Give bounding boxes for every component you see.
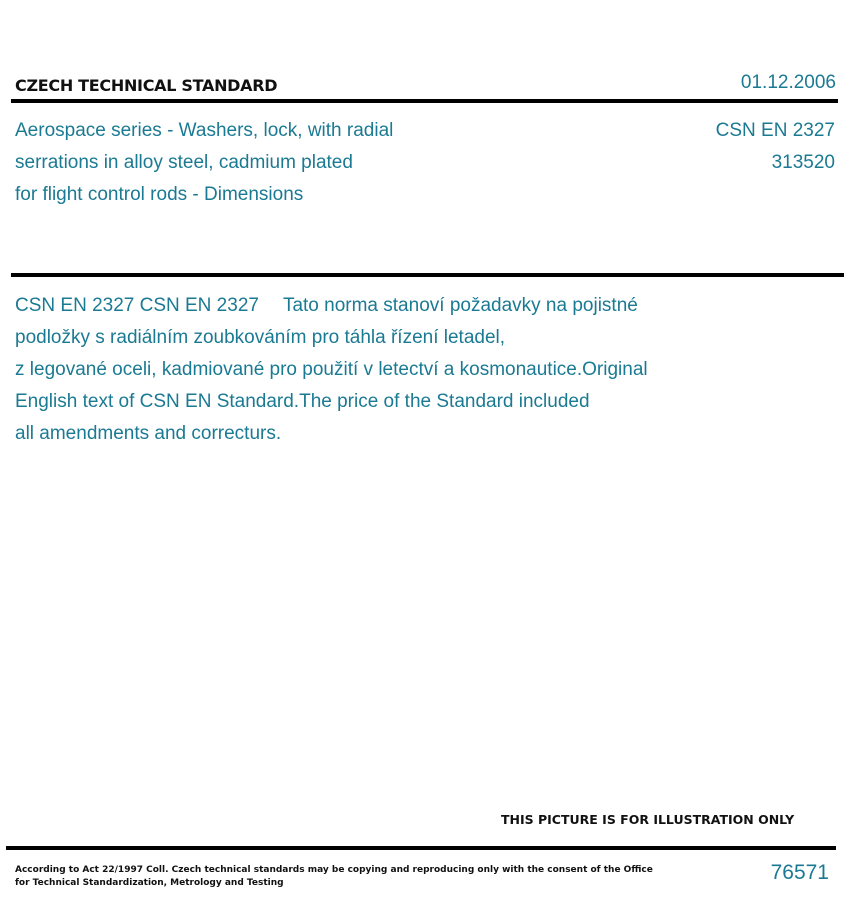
- legal-line: According to Act 22/1997 Coll. Czech technical standards may be copying and reproducing only with the consent of the Office: [15, 865, 653, 875]
- header-divider: [11, 99, 838, 103]
- title-line: for flight control rods - Dimensions: [15, 184, 304, 205]
- standard-code: CSN EN 2327: [715, 120, 835, 141]
- abstract-text: Tato norma stanoví požadavky na pojistné: [282, 295, 638, 316]
- abstract-line: z legované oceli, kadmiované pro použití v letectví a kosmonautice.Original: [15, 359, 648, 380]
- standard-title: [15, 115, 575, 211]
- abstract-line: English text of CSN EN Standard.The price of the Standard included: [15, 391, 590, 412]
- illustration-notice: THIS PICTURE IS FOR ILLUSTRATION ONLY: [501, 812, 795, 827]
- title-line: Aerospace series - Washers, lock, with radial: [15, 120, 394, 141]
- legal-notice: [15, 864, 653, 890]
- publication-date: 01.12.2006: [740, 72, 836, 93]
- abstract-codes: CSN EN 2327 CSN EN 2327: [15, 295, 259, 316]
- standard-abstract: [15, 290, 815, 450]
- legal-line: for Technical Standardization, Metrology and Testing: [15, 878, 284, 888]
- standard-identifiers: [716, 115, 835, 179]
- standard-heading: CZECH TECHNICAL STANDARD: [15, 76, 278, 95]
- abstract-line: all amendments and correcturs.: [15, 423, 282, 444]
- footer-divider: [6, 846, 836, 850]
- document-number: 76571: [770, 861, 829, 884]
- section-divider: [11, 273, 844, 277]
- title-line: serrations in alloy steel, cadmium plated: [15, 152, 353, 173]
- class-code: 313520: [771, 152, 835, 173]
- abstract-line: podložky s radiálním zoubkováním pro táhla řízení letadel,: [15, 327, 506, 348]
- abstract-line: [15, 290, 815, 322]
